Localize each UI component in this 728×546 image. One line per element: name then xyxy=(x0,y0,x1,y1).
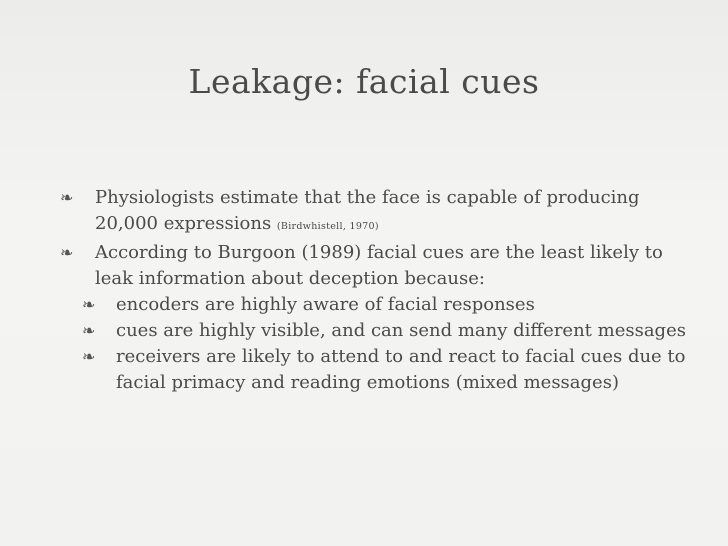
sub-bullet-text: receivers are likely to attend to and react to facial cues due to facial primacy and reading emotions (mixed messages) xyxy=(116,346,686,393)
sub-bullet-item xyxy=(82,318,690,344)
fleuron-bullet-icon: ❧ xyxy=(82,321,96,340)
bullet-text: Physiologists estimate that the face is capable of producing 20,000 expressions xyxy=(95,187,640,234)
bullet-item xyxy=(60,185,690,240)
fleuron-bullet-icon: ❧ xyxy=(60,188,74,207)
slide-title: Leakage: facial cues xyxy=(188,62,540,101)
fleuron-bullet-icon: ❧ xyxy=(82,295,96,314)
bullet-text: According to Burgoon (1989) facial cues are the least likely to leak information about deception because: xyxy=(95,242,663,289)
sub-bullet-item xyxy=(82,292,690,318)
citation: (Birdwhistell, 1970) xyxy=(276,221,379,232)
sub-bullet-text: encoders are highly aware of facial responses xyxy=(116,294,535,315)
fleuron-bullet-icon: ❧ xyxy=(82,347,96,366)
bullet-item xyxy=(60,240,690,292)
bullet-list xyxy=(60,185,690,396)
sub-bullet-item xyxy=(82,344,690,396)
sub-bullet-text: cues are highly visible, and can send many different messages xyxy=(116,320,686,341)
fleuron-bullet-icon: ❧ xyxy=(60,243,74,262)
